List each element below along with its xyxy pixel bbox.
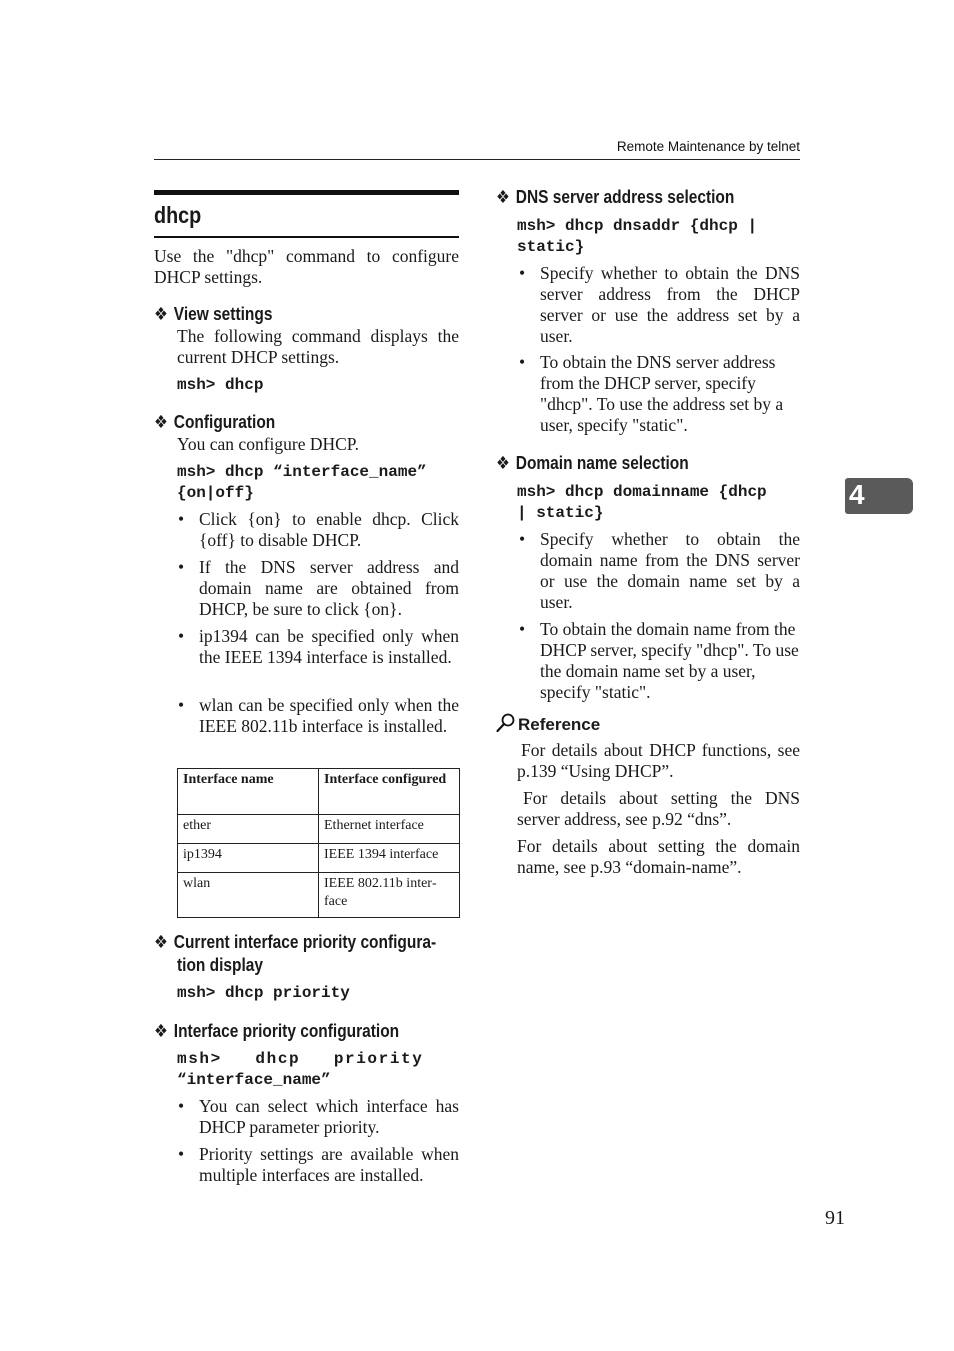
table-cell: ip1394	[178, 844, 319, 873]
table-row	[178, 815, 460, 844]
bullet-dot: •	[178, 557, 185, 577]
table-cell: IEEE 802.11b interface	[319, 873, 460, 918]
domain-command-line1: msh> dhcp domainname {dhcp	[517, 483, 767, 501]
dns-bullet: To obtain the DNS server address from the DHCP server, specify "dhcp". To use the address set by a user, specify "static".	[540, 352, 784, 435]
table-row	[178, 873, 460, 918]
table-cell: Ethernet interface	[319, 815, 460, 844]
diamond-bullet-icon: ❖	[154, 412, 168, 432]
priority-config-bullet: Priority settings are available when multiple interfaces are installed.	[199, 1144, 459, 1185]
section-title: dhcp	[154, 202, 202, 228]
priority-display-command: msh> dhcp priority	[177, 984, 350, 1002]
configuration-bullet: ip1394 can be specified only when the IEEE 1394 interface is installed.	[199, 626, 459, 667]
bullet-dot: •	[178, 626, 185, 646]
table-header-cell: Interface configured	[319, 769, 460, 815]
magnifier-icon	[496, 713, 518, 739]
configuration-bullet: Click {on} to enable dhcp. Click {off} to disable DHCP.	[199, 509, 459, 550]
table-row	[178, 844, 460, 873]
priority-config-command-line2: “interface_name”	[177, 1071, 331, 1089]
chapter-number: 4	[849, 479, 865, 510]
table-header-cell: Interface name	[178, 769, 319, 815]
running-title: Remote Maintenance by telnet	[616, 139, 800, 154]
priority-display-heading: ❖ Current interface priority configura-	[154, 932, 437, 952]
priority-display-heading-line2: tion display	[177, 955, 264, 975]
bullet-dot: •	[178, 509, 185, 529]
table-cell: wlan	[178, 873, 319, 918]
diamond-bullet-icon: ❖	[154, 1021, 168, 1041]
configuration-bullet: wlan can be specified only when the IEEE 802.11b interface is installed.	[199, 695, 459, 736]
reference-paragraph: For details about setting the domain name, see p.93 “domain-name”.	[517, 836, 800, 877]
dns-command-line1: msh> dhcp dnsaddr {dhcp |	[517, 217, 758, 235]
table-cell: IEEE 1394 interface	[319, 844, 460, 873]
domain-command-line2: | static}	[517, 504, 604, 522]
reference-heading: Reference	[496, 713, 600, 739]
configuration-bullet: If the DNS server address and domain name are obtained from DHCP, be sure to click {on}.	[199, 557, 459, 619]
bullet-dot: •	[519, 529, 526, 549]
diamond-bullet-icon: ❖	[496, 453, 510, 473]
dns-command-line2: static}	[517, 238, 585, 256]
domain-bullet: To obtain the domain name from the DHCP server, specify "dhcp". To use the domain name set by a user, specify "static".	[540, 619, 799, 702]
diamond-bullet-icon: ❖	[496, 187, 510, 207]
priority-config-command-line1: msh> dhcp priority	[177, 1050, 424, 1068]
configuration-heading: ❖ Configuration	[154, 412, 276, 432]
view-settings-command: msh> dhcp	[177, 376, 264, 394]
dns-bullet: Specify whether to obtain the DNS server address from the DHCP server or use the address set by a user.	[540, 263, 800, 346]
chapter-tab	[845, 478, 913, 514]
interface-table	[177, 768, 460, 918]
configuration-command-line2: {on|off}	[177, 484, 254, 502]
bullet-dot: •	[519, 352, 526, 372]
priority-config-bullet: You can select which interface has DHCP parameter priority.	[199, 1096, 459, 1137]
bullet-dot: •	[519, 263, 526, 283]
section-rule-bottom	[154, 236, 459, 238]
diamond-bullet-icon: ❖	[154, 304, 168, 324]
bullet-dot: •	[178, 1096, 185, 1116]
section-rule-top	[154, 190, 459, 195]
bullet-dot: •	[178, 1144, 185, 1164]
table-header-row	[178, 769, 460, 815]
domain-heading: ❖ Domain name selection	[496, 453, 689, 473]
configuration-command-line1: msh> dhcp “interface_name”	[177, 463, 427, 481]
diamond-bullet-icon: ❖	[154, 932, 168, 952]
view-settings-text: The following command displays the current DHCP settings.	[177, 326, 459, 367]
configuration-text: You can configure DHCP.	[177, 434, 359, 454]
domain-bullet: Specify whether to obtain the domain name from the DNS server or use the domain name set by a user.	[540, 529, 800, 612]
section-intro: Use the "dhcp" command to configure DHCP settings.	[154, 246, 459, 287]
reference-paragraph: For details about setting the DNS server address, see p.92 “dns”.	[517, 788, 800, 829]
priority-config-heading: ❖ Interface priority configuration	[154, 1021, 400, 1041]
table-cell: ether	[178, 815, 319, 844]
bullet-dot: •	[178, 695, 185, 715]
bullet-dot: •	[519, 619, 526, 639]
reference-paragraph: For details about DHCP functions, see p.139 “Using DHCP”.	[517, 740, 800, 781]
view-settings-heading: ❖ View settings	[154, 304, 273, 324]
dns-heading: ❖ DNS server address selection	[496, 187, 735, 207]
running-header	[154, 138, 800, 160]
page-number: 91	[825, 1207, 845, 1229]
